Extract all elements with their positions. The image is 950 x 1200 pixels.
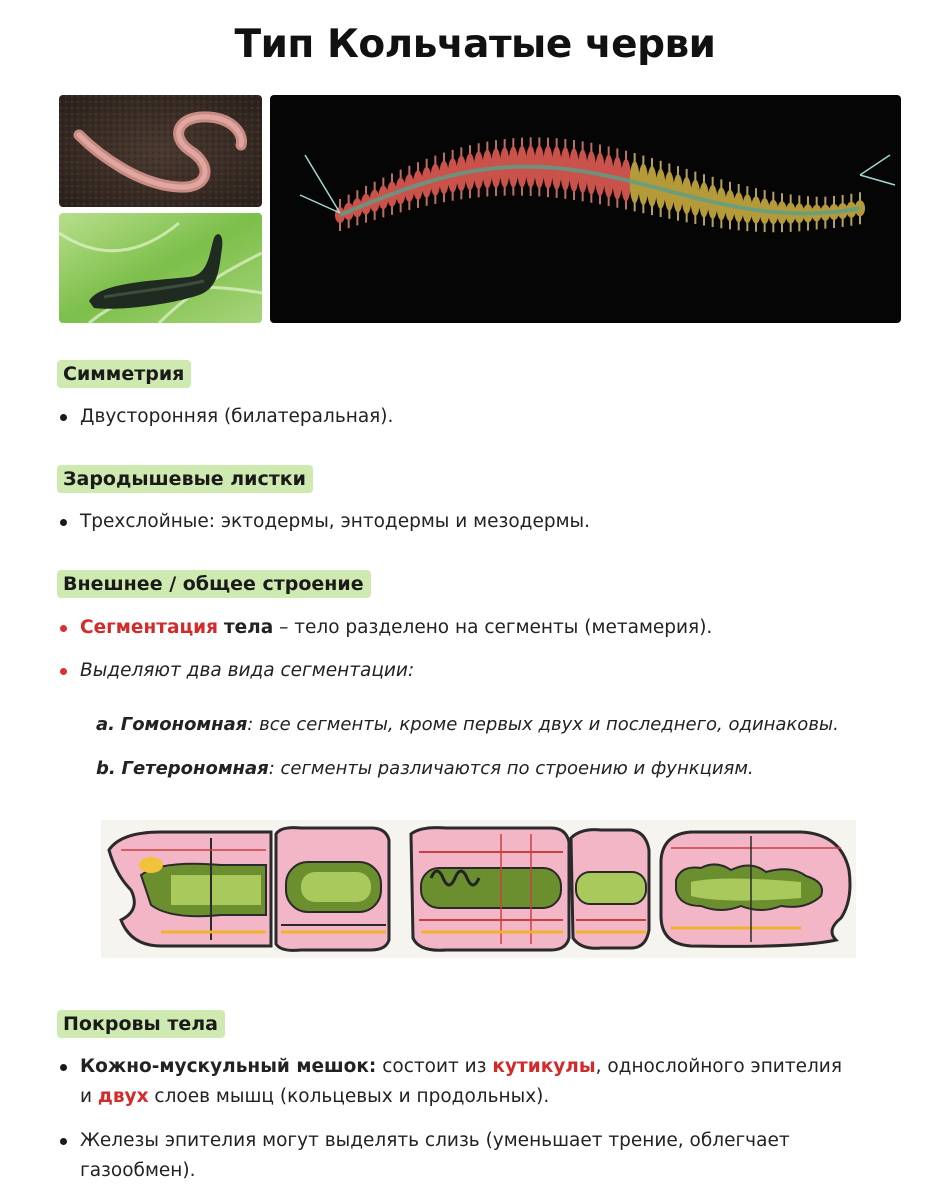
- section-label-covers: Покровы тела: [57, 1010, 225, 1038]
- worm-section-3: [411, 828, 569, 951]
- bullet-icon: [60, 1138, 67, 1145]
- section-label-symmetry: Симметрия: [57, 360, 191, 388]
- worm-section-2: [276, 828, 389, 951]
- worm-section-5: [661, 832, 850, 946]
- list-item: Выделяют два вида сегментации:: [60, 656, 414, 686]
- term-segmentation: Сегментация: [80, 617, 219, 638]
- list-item: Железы эпителия могут выделять слизь (уменьшает трение, облегчает газообмен).: [60, 1126, 860, 1186]
- bullet-icon: [60, 1064, 67, 1071]
- section-label-germ-layers: Зародышевые листки: [57, 465, 313, 493]
- bullet-icon: [60, 625, 67, 632]
- leech-photo: [59, 213, 262, 323]
- bullet-icon: [60, 668, 67, 675]
- section-label-structure: Внешнее / общее строение: [57, 570, 371, 598]
- page-title: Тип Кольчатые черви: [234, 22, 716, 67]
- segmentation-diagram: [101, 820, 856, 958]
- earthworm-photo: [59, 95, 262, 207]
- bullet-icon: [60, 414, 67, 421]
- list-item: Сегментация тела – тело разделено на сегменты (метамерия).: [60, 613, 712, 643]
- nereis-photo: [270, 95, 901, 323]
- list-item: Трехслойные: эктодермы, энтодермы и мезодермы.: [60, 507, 590, 537]
- list-item: Двусторонняя (билатеральная).: [60, 402, 393, 432]
- sublist-item-homonomous: a. Гомономная: все сегменты, кроме первых двух и последнего, одинаковы.: [96, 714, 839, 735]
- worm-section-4: [571, 830, 649, 949]
- bullet-icon: [60, 519, 67, 526]
- list-item: Кожно-мускульный мешок: состоит из кутикулы, однослойного эпителия и двух слоев мышц (кольцевых и продольных).: [60, 1052, 860, 1112]
- worm-section-1: [109, 832, 271, 946]
- sublist-item-heteronomous: b. Гетерономная: сегменты различаются по строению и функциям.: [96, 758, 754, 779]
- term-body: тела: [223, 617, 274, 638]
